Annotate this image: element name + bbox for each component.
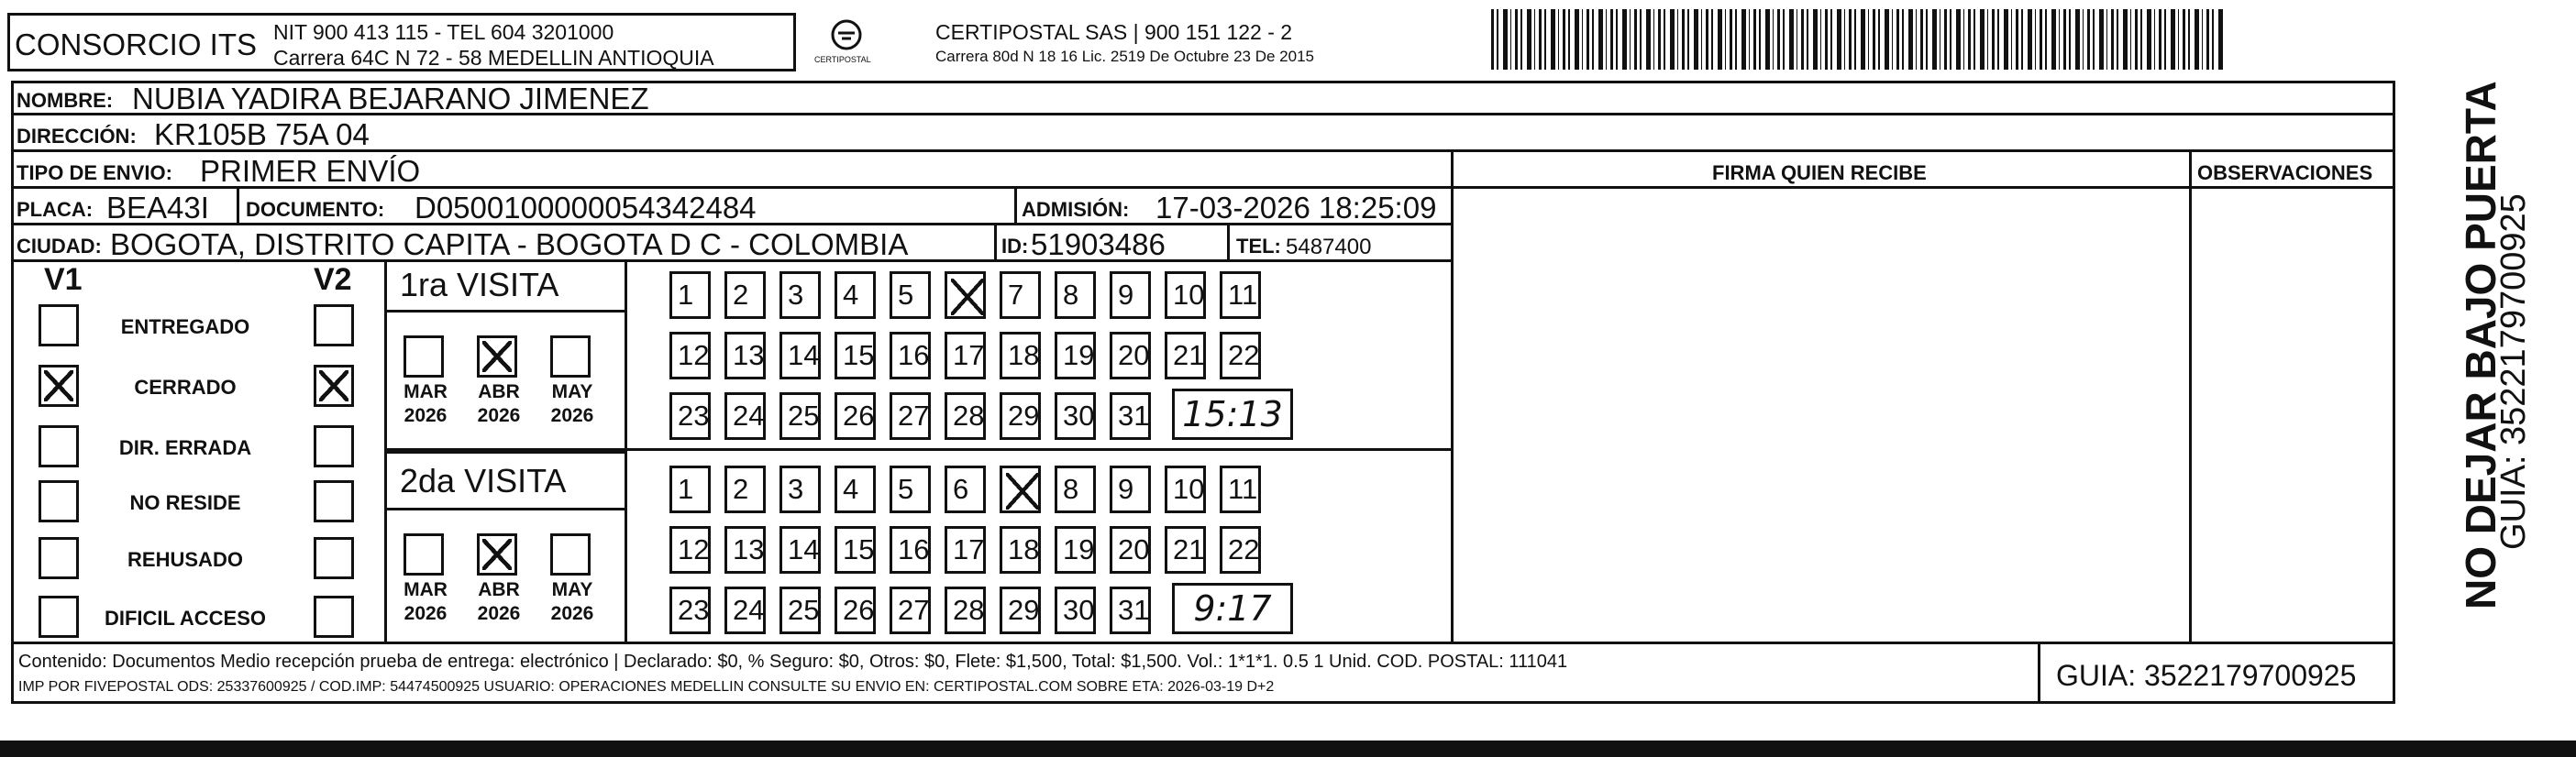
doc-value: D0500100000054342484 bbox=[415, 191, 757, 225]
status-v1-checkbox[interactable] bbox=[39, 425, 79, 467]
bottom-rule bbox=[0, 741, 2576, 757]
footer-imp: IMP POR FIVEPOSTAL ODS: 25337600925 / COD.IMP: 54474500925 USUARIO: OPERACIONES MEDELLIN CONSULTE SU ENVIO EN: CERTIPOSTAL.COM SOBRE ETA: 2026-03-19 D+2 bbox=[18, 679, 1275, 695]
day-box[interactable]: 30 bbox=[1055, 392, 1096, 440]
month-label: ABR bbox=[478, 579, 520, 600]
tel-label: TEL: bbox=[1236, 235, 1281, 258]
company-name: CONSORCIO ITS bbox=[15, 27, 258, 61]
footer bbox=[11, 642, 2395, 704]
row-city bbox=[11, 225, 1451, 262]
status-v1-checkbox[interactable] bbox=[39, 480, 79, 522]
footer-content: Contenido: Documentos Medio recepción prueba de entrega: electrónico | Declarado: $0, % Seguro: $0, Otros: $0, Flete: $1,500, Total: $1,500. Vol.: 1*1*1. 0.5 1 Unid. COD. POSTAL: 111041 bbox=[18, 652, 1568, 672]
company-nit: NIT 900 413 115 - TEL 604 3201000 bbox=[273, 20, 614, 44]
status-v1-checkbox[interactable] bbox=[39, 596, 79, 638]
day-box[interactable]: 17 bbox=[945, 332, 986, 379]
status-v2-checkbox[interactable] bbox=[314, 365, 354, 407]
year-label: 2026 bbox=[404, 603, 448, 624]
id-label: ID: bbox=[1001, 235, 1029, 258]
type-value: PRIMER ENVÍO bbox=[200, 154, 421, 188]
month-label: ABR bbox=[478, 381, 520, 402]
day-box[interactable]: 19 bbox=[1055, 526, 1096, 574]
divider bbox=[237, 189, 239, 225]
v1-label: V1 bbox=[44, 262, 83, 297]
divider bbox=[387, 310, 627, 313]
carrier-name: CERTIPOSTAL SAS | 900 151 122 - 2 bbox=[935, 20, 1293, 44]
visit-time-field[interactable]: 9:17 bbox=[1172, 583, 1293, 634]
day-box[interactable]: 25 bbox=[779, 392, 821, 440]
status-label: CERRADO bbox=[134, 376, 237, 399]
day-box[interactable]: 2 bbox=[724, 466, 766, 513]
status-v2-checkbox[interactable] bbox=[314, 480, 354, 522]
day-box[interactable]: 14 bbox=[779, 332, 821, 379]
month-label: MAY bbox=[551, 579, 593, 600]
status-v1-checkbox[interactable] bbox=[39, 365, 79, 407]
day-box[interactable]: 8 bbox=[1055, 466, 1096, 513]
day-box[interactable]: 27 bbox=[890, 587, 931, 634]
status-v1-checkbox[interactable] bbox=[39, 304, 79, 346]
divider bbox=[2038, 644, 2040, 704]
signature-column[interactable] bbox=[1451, 152, 2192, 642]
day-box[interactable]: 11 bbox=[1220, 271, 1261, 319]
day-box[interactable]: 9 bbox=[1110, 271, 1151, 319]
month-checkbox[interactable] bbox=[404, 335, 444, 378]
visit-2-section bbox=[387, 451, 1451, 642]
admission-value: 17-03-2026 18:25:09 bbox=[1155, 191, 1437, 225]
visit-1-section bbox=[387, 262, 1451, 451]
day-box[interactable]: 5 bbox=[890, 466, 931, 513]
status-label: REHUSADO bbox=[127, 548, 243, 571]
status-label: DIFICIL ACCESO bbox=[104, 607, 266, 630]
status-v2-checkbox[interactable] bbox=[314, 425, 354, 467]
day-box[interactable]: 13 bbox=[724, 526, 766, 574]
day-box[interactable]: 15 bbox=[835, 526, 876, 574]
visit-1-title: 1ra VISITA bbox=[400, 266, 559, 303]
day-box[interactable]: 27 bbox=[890, 392, 931, 440]
day-box[interactable]: 26 bbox=[835, 392, 876, 440]
day-box[interactable]: 7 bbox=[1000, 271, 1041, 319]
day-box[interactable]: 23 bbox=[669, 587, 711, 634]
month-checkbox[interactable] bbox=[477, 533, 517, 576]
observations-header bbox=[2192, 152, 2393, 189]
day-box[interactable]: 31 bbox=[1110, 587, 1151, 634]
carrier-address: Carrera 80d N 18 16 Lic. 2519 De Octubre 23 De 2015 bbox=[935, 48, 1314, 65]
name-label: NOMBRE: bbox=[17, 89, 114, 112]
status-v2-checkbox[interactable] bbox=[314, 596, 354, 638]
status-label: NO RESIDE bbox=[129, 491, 241, 514]
day-box[interactable]: 16 bbox=[890, 526, 931, 574]
day-box[interactable]: 1 bbox=[669, 466, 711, 513]
day-box[interactable]: 3 bbox=[779, 271, 821, 319]
day-box[interactable]: 21 bbox=[1165, 332, 1206, 379]
day-box[interactable]: 10 bbox=[1165, 271, 1206, 319]
year-label: 2026 bbox=[477, 603, 521, 624]
status-v1-checkbox[interactable] bbox=[39, 537, 79, 579]
divider bbox=[1014, 189, 1017, 225]
day-box[interactable] bbox=[945, 271, 986, 319]
tel-value: 5487400 bbox=[1286, 235, 1372, 259]
visit-time-field[interactable]: 15:13 bbox=[1172, 389, 1293, 440]
address-label: DIRECCIÓN: bbox=[17, 125, 137, 148]
doc-label: DOCUMENTO: bbox=[246, 198, 385, 221]
day-box[interactable]: 6 bbox=[945, 466, 986, 513]
barcode bbox=[1491, 9, 2225, 70]
day-box[interactable]: 31 bbox=[1110, 392, 1151, 440]
status-label: ENTREGADO bbox=[120, 315, 250, 338]
day-box[interactable]: 18 bbox=[1000, 526, 1041, 574]
day-box[interactable]: 3 bbox=[779, 466, 821, 513]
day-box[interactable]: 9 bbox=[1110, 466, 1151, 513]
month-checkbox[interactable] bbox=[550, 335, 591, 378]
day-box[interactable]: 4 bbox=[835, 271, 876, 319]
certipostal-logo bbox=[814, 18, 879, 70]
day-box[interactable]: 12 bbox=[669, 332, 711, 379]
name-value: NUBIA YADIRA BEJARANO JIMENEZ bbox=[132, 82, 649, 115]
visit-1-months bbox=[387, 262, 627, 451]
divider bbox=[387, 508, 627, 510]
company-address: Carrera 64C N 72 - 58 MEDELLIN ANTIOQUIA bbox=[273, 46, 714, 70]
day-box[interactable]: 28 bbox=[945, 587, 986, 634]
footer-guia: GUIA: 3522179700925 bbox=[2056, 659, 2357, 692]
day-box[interactable]: 22 bbox=[1220, 526, 1261, 574]
side-guia: GUIA: 3522179700925 bbox=[2494, 193, 2533, 550]
day-box[interactable]: 18 bbox=[1000, 332, 1041, 379]
month-checkbox[interactable] bbox=[477, 335, 517, 378]
side-text bbox=[2406, 81, 2571, 623]
day-box[interactable]: 4 bbox=[835, 466, 876, 513]
day-box[interactable]: 17 bbox=[945, 526, 986, 574]
signature-header bbox=[1454, 152, 2189, 189]
day-box[interactable]: 24 bbox=[724, 587, 766, 634]
month-label: MAR bbox=[404, 381, 448, 402]
observations-column[interactable] bbox=[2192, 152, 2395, 642]
month-checkbox[interactable] bbox=[550, 533, 591, 576]
day-box[interactable]: 23 bbox=[669, 392, 711, 440]
divider bbox=[994, 225, 997, 262]
day-box[interactable]: 20 bbox=[1110, 526, 1151, 574]
side-warning: NO DEJAR BAJO PUERTA bbox=[2457, 81, 2504, 609]
plate-value: BEA43I bbox=[106, 191, 209, 225]
visit-2-months bbox=[387, 451, 627, 642]
year-label: 2026 bbox=[404, 405, 448, 426]
logo-caption: CERTIPOSTAL bbox=[814, 55, 871, 64]
day-box[interactable]: 20 bbox=[1110, 332, 1151, 379]
id-value: 51903486 bbox=[1031, 227, 1166, 261]
day-box[interactable] bbox=[1000, 466, 1041, 513]
day-box[interactable]: 16 bbox=[890, 332, 931, 379]
header bbox=[7, 5, 2403, 73]
plate-label: PLACA: bbox=[17, 198, 94, 221]
month-label: MAR bbox=[404, 579, 448, 600]
day-box[interactable]: 14 bbox=[779, 526, 821, 574]
year-label: 2026 bbox=[550, 603, 594, 624]
status-v2-checkbox[interactable] bbox=[314, 304, 354, 346]
day-box[interactable]: 22 bbox=[1220, 332, 1261, 379]
row-address bbox=[11, 115, 2395, 152]
day-box[interactable]: 2 bbox=[724, 271, 766, 319]
day-box[interactable]: 19 bbox=[1055, 332, 1096, 379]
day-box[interactable]: 11 bbox=[1220, 466, 1261, 513]
observations-title: OBSERVACIONES bbox=[2197, 161, 2373, 184]
status-visit-divider bbox=[387, 451, 627, 454]
v2-label: V2 bbox=[314, 262, 352, 297]
day-box[interactable]: 8 bbox=[1055, 271, 1096, 319]
divider bbox=[1227, 225, 1230, 262]
city-label: CIUDAD: bbox=[17, 235, 102, 258]
row-name bbox=[11, 81, 2395, 115]
day-box[interactable]: 29 bbox=[1000, 587, 1041, 634]
day-box[interactable]: 29 bbox=[1000, 392, 1041, 440]
status-section bbox=[11, 262, 387, 642]
signature-title: FIRMA QUIEN RECIBE bbox=[1712, 161, 1927, 184]
status-v2-checkbox[interactable] bbox=[314, 537, 354, 579]
day-box[interactable]: 1 bbox=[669, 271, 711, 319]
day-box[interactable]: 26 bbox=[835, 587, 876, 634]
day-box[interactable]: 12 bbox=[669, 526, 711, 574]
type-label: TIPO DE ENVIO: bbox=[17, 161, 172, 184]
row-plate bbox=[11, 189, 1451, 225]
month-label: MAY bbox=[551, 381, 593, 402]
day-box[interactable]: 21 bbox=[1165, 526, 1206, 574]
day-box[interactable]: 5 bbox=[890, 271, 931, 319]
day-box[interactable]: 15 bbox=[835, 332, 876, 379]
year-label: 2026 bbox=[477, 405, 521, 426]
day-box[interactable]: 30 bbox=[1055, 587, 1096, 634]
status-label: DIR. ERRADA bbox=[118, 436, 252, 459]
day-box[interactable]: 28 bbox=[945, 392, 986, 440]
month-checkbox[interactable] bbox=[404, 533, 444, 576]
year-label: 2026 bbox=[550, 405, 594, 426]
city-value: BOGOTA, DISTRITO CAPITA - BOGOTA D C - COLOMBIA bbox=[110, 227, 909, 261]
day-box[interactable]: 25 bbox=[779, 587, 821, 634]
address-value: KR105B 75A 04 bbox=[154, 117, 370, 151]
day-box[interactable]: 24 bbox=[724, 392, 766, 440]
day-box[interactable]: 13 bbox=[724, 332, 766, 379]
visit-2-title: 2da VISITA bbox=[400, 462, 567, 499]
day-box[interactable]: 10 bbox=[1165, 466, 1206, 513]
admission-label: ADMISIÓN: bbox=[1022, 198, 1130, 221]
